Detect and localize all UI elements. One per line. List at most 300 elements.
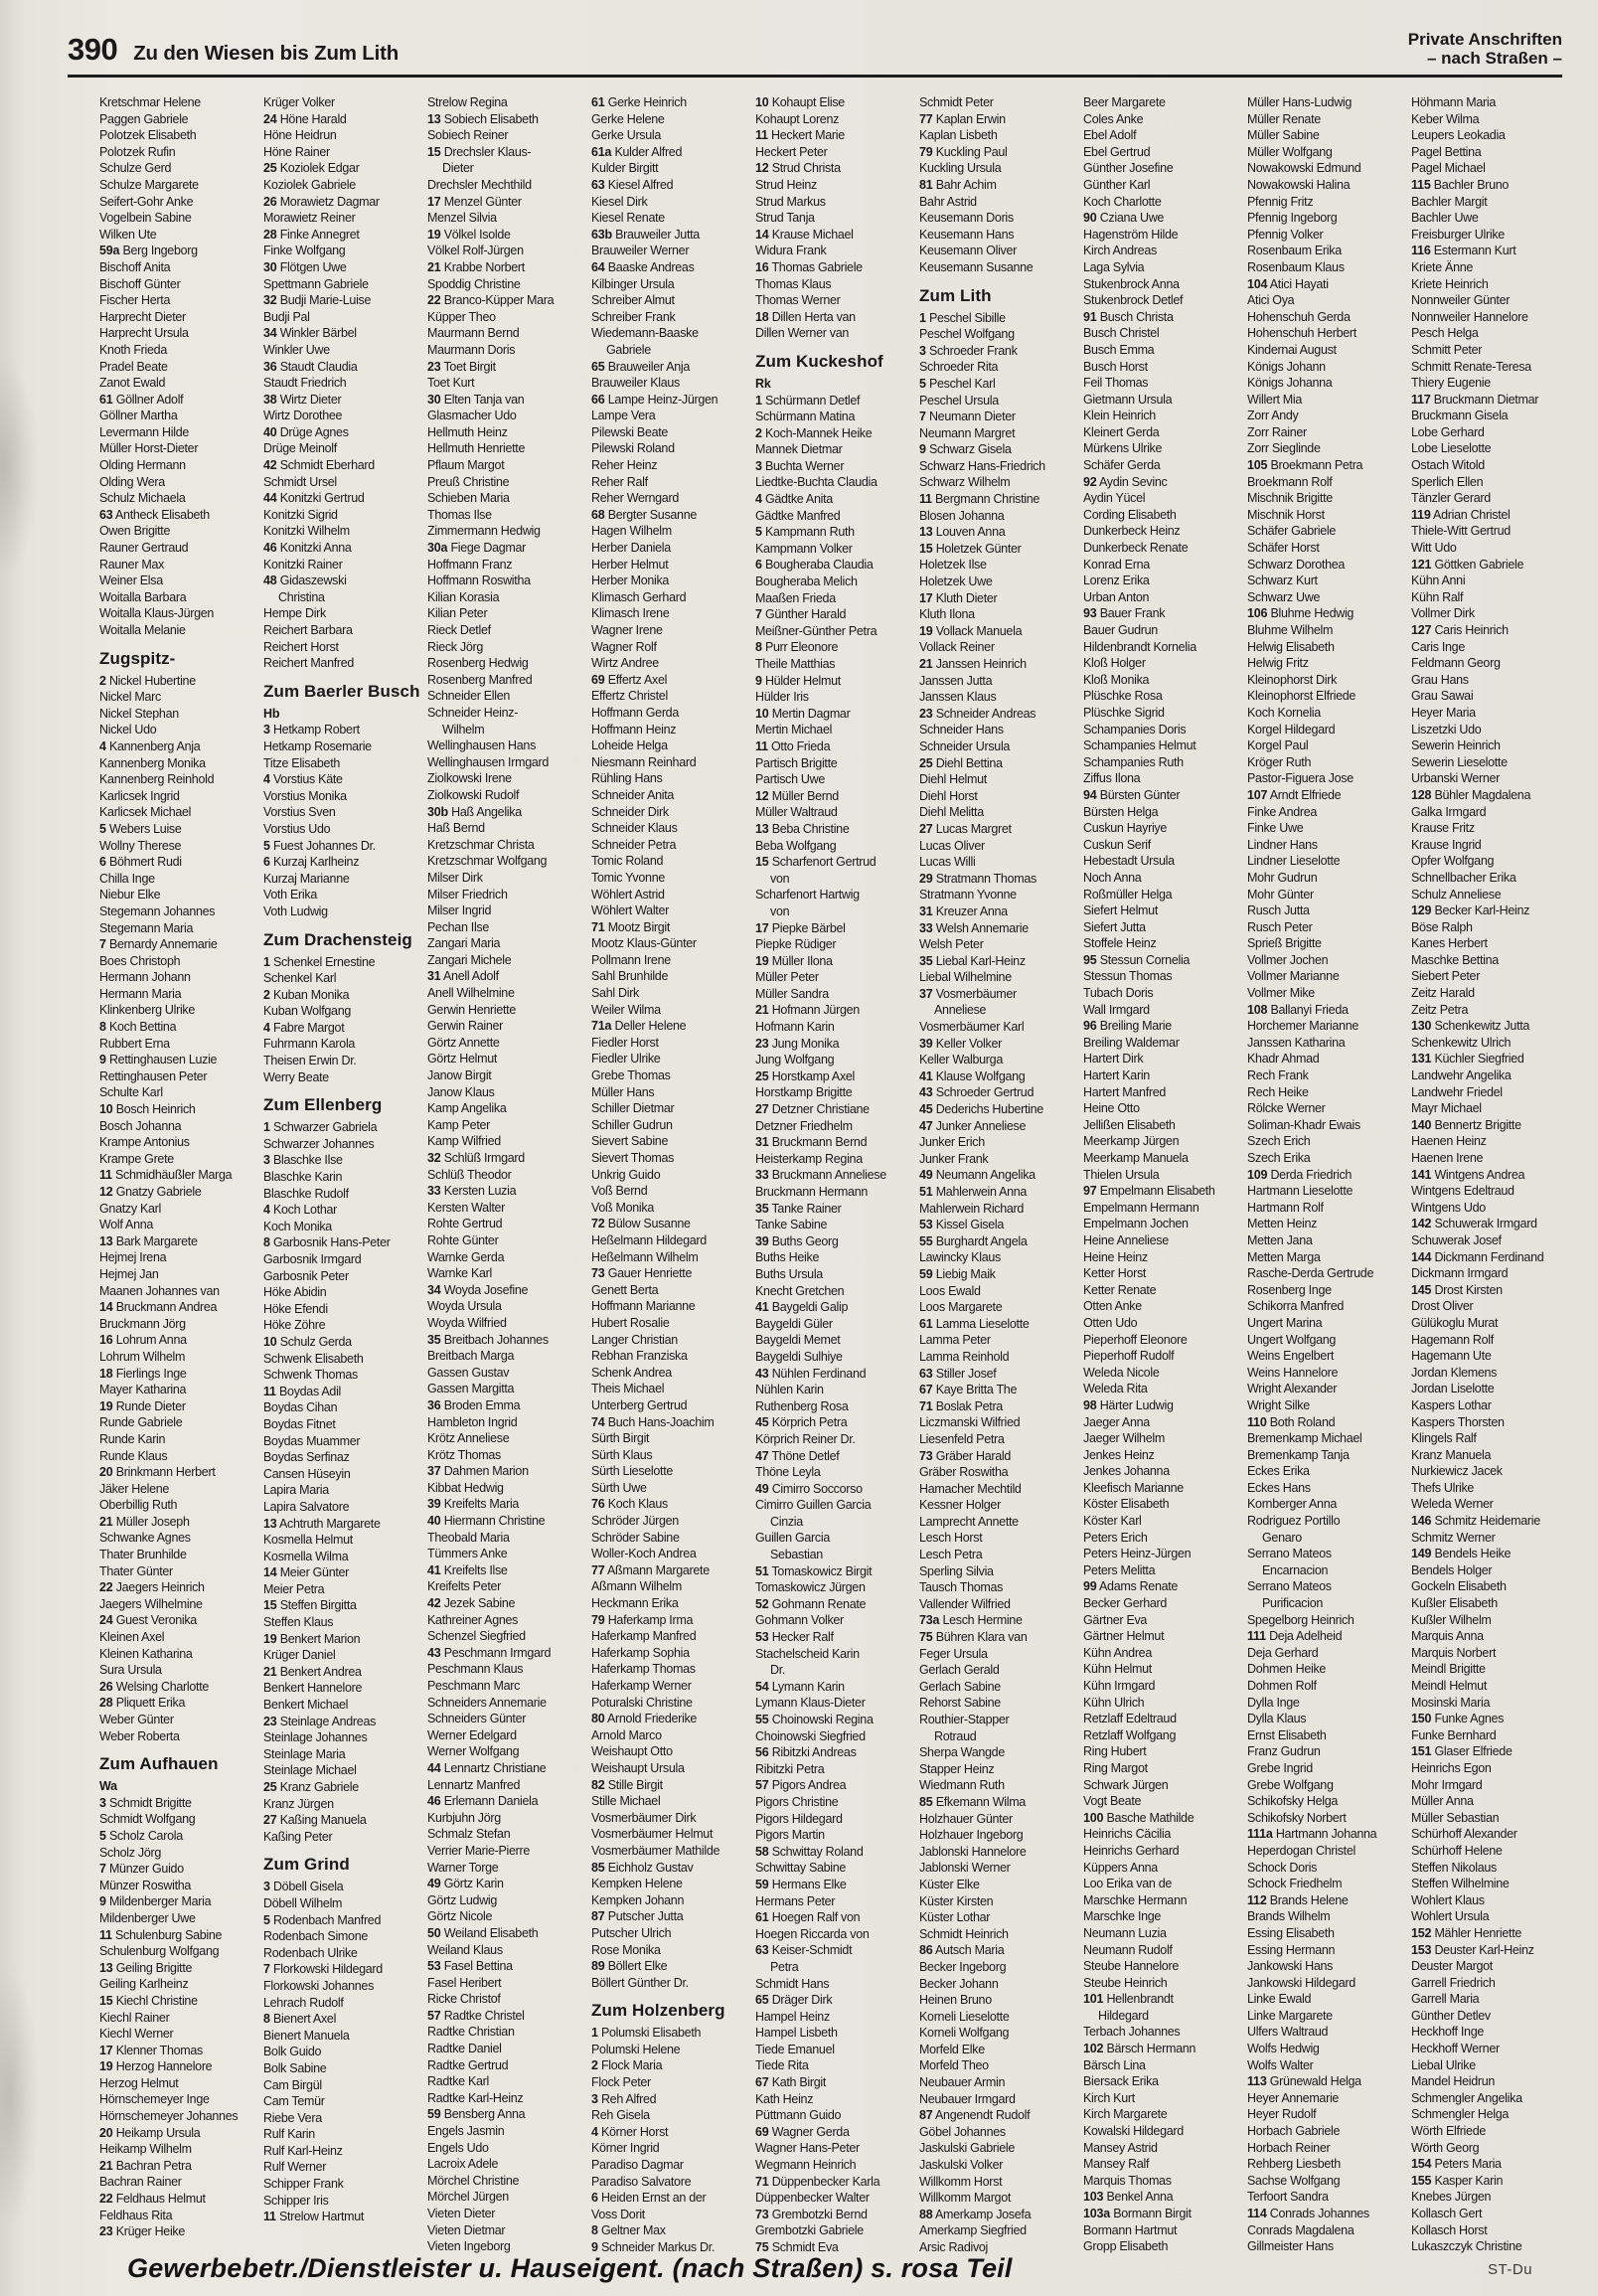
directory-entry: Theis Michael <box>591 1382 665 1396</box>
directory-entry: Mischnik Brigitte <box>1247 491 1333 506</box>
directory-entry: 26 Welsing Charlotte <box>99 1679 210 1694</box>
directory-entry: Schäfer Gerda <box>1083 458 1161 473</box>
directory-entry: Harprecht Dieter <box>99 309 186 324</box>
directory-entry: 11 Otto Frieda <box>755 738 831 753</box>
directory-entry: Stille Michael <box>591 1794 661 1809</box>
directory-entry: 34 Woyda Josefine <box>427 1282 529 1297</box>
directory-entry: Holetzek Ilse <box>919 558 987 573</box>
directory-entry: Kannenberg Reinhold <box>99 772 215 787</box>
directory-entry: Engels Udo <box>427 2140 489 2155</box>
directory-entry: Wintgens Edeltraud <box>1411 1184 1515 1199</box>
directory-entry: Müller Horst-Dieter <box>99 441 199 456</box>
directory-entry: Rieck Jörg <box>427 639 484 654</box>
directory-entry: 92 Aydin Sevinc <box>1083 474 1168 489</box>
directory-entry: Hartert Dirk <box>1083 1052 1144 1066</box>
directory-entry: Pradel Beate <box>99 359 168 374</box>
directory-entry: Vogelbein Sabine <box>99 211 192 226</box>
directory-entry: 41 Kreifelts Ilse <box>427 1562 508 1577</box>
directory-entry: Empelmann Hermann <box>1083 1200 1199 1215</box>
directory-entry: Scharfenort Hartwig <box>755 888 860 902</box>
directory-entry: Koziolek Gabriele <box>263 177 356 192</box>
directory-entry: Kriete Änne <box>1411 259 1474 274</box>
directory-entry: Rodriguez Portillo <box>1247 1514 1341 1529</box>
directory-entry: 6 Böhmert Rudi <box>99 855 182 870</box>
directory-entry: 36 Staudt Claudia <box>263 359 358 374</box>
directory-entry: Liesenfeld Petra <box>919 1431 1005 1446</box>
directory-entry: Kranz Jürgen <box>263 1796 334 1811</box>
directory-entry: 63b Brauweiler Jutta <box>591 227 700 242</box>
directory-entry: Sachse Wolfgang <box>1247 2173 1341 2188</box>
directory-entry: Bischoff Günter <box>99 276 181 291</box>
directory-entry: Weleda Nicole <box>1083 1365 1160 1380</box>
directory-entry: 141 Wintgens Andrea <box>1411 1167 1525 1182</box>
directory-entry: Stegemann Johannes <box>99 903 216 918</box>
directory-entry: 152 Mähler Henriette <box>1411 1925 1522 1940</box>
directory-entry: Heisterkamp Regina <box>755 1151 863 1166</box>
directory-entry: 11 Boydas Adil <box>263 1384 342 1398</box>
directory-entry: Sperlich Ellen <box>1411 474 1484 489</box>
section-subtitle: – nach Straßen – <box>1426 49 1562 68</box>
directory-entry: Rosenbaum Klaus <box>1247 259 1345 274</box>
directory-entry: Mahlerwein Richard <box>919 1201 1025 1216</box>
directory-entry: Keusemann Oliver <box>919 244 1018 258</box>
directory-entry: 73a Lesch Hermine <box>919 1613 1023 1628</box>
directory-entry: 32 Budji Marie-Luise <box>263 293 372 308</box>
directory-entry: 79 Kuckling Paul <box>919 144 1008 159</box>
directory-entry: Hejmej Irena <box>99 1250 167 1265</box>
directory-entry: Kleinen Katharina <box>99 1646 193 1661</box>
directory-entry: Serrano Mateos <box>1247 1547 1332 1561</box>
directory-entry: 9 Hülder Helmut <box>755 673 841 688</box>
directory-entry: Sürth Lieselotte <box>591 1464 674 1479</box>
directory-entry: Meindl Brigitte <box>1411 1662 1486 1677</box>
directory-entry: 19 Völkel Isolde <box>427 227 511 242</box>
street-section-header: Zugspitz- <box>99 648 176 668</box>
directory-entry: Hartmann Lieselotte <box>1247 1184 1354 1199</box>
directory-entry: 102 Bärsch Hermann <box>1083 2042 1197 2056</box>
directory-entry: Körprich Reiner Dr. <box>755 1431 856 1446</box>
directory-entry: Engels Jasmin <box>427 2124 505 2139</box>
directory-entry: 149 Bendels Heike <box>1411 1547 1512 1561</box>
directory-entry: 46 Erlemann Daniela <box>427 1794 539 1809</box>
directory-column-3 <box>427 94 578 2255</box>
directory-entry: 119 Adrian Christel <box>1411 507 1511 522</box>
directory-entry: 4 Koch Lothar <box>263 1203 338 1218</box>
directory-entry: Jaskulski Volker <box>919 2158 1004 2173</box>
directory-entry: Reichert Horst <box>263 639 339 654</box>
directory-entry: 42 Schmidt Eberhard <box>263 458 375 473</box>
directory-entry: Kleinen Axel <box>99 1630 165 1645</box>
directory-entry: Otten Udo <box>1083 1315 1138 1330</box>
directory-entry: Woyda Ursula <box>427 1299 502 1314</box>
directory-entry: 101 Hellenbrandt <box>1083 1992 1174 2007</box>
directory-entry: Kleinophorst Elfriede <box>1247 689 1357 704</box>
directory-entry: Kollasch Horst <box>1411 2222 1488 2237</box>
directory-entry: Kloß Monika <box>1083 672 1150 687</box>
directory-entry: 71a Deller Helene <box>591 1019 687 1034</box>
directory-entry: Heckhoff Inge <box>1411 2025 1485 2040</box>
directory-entry: Bruckmann Hermann <box>755 1185 869 1199</box>
directory-entry: Sobiech Reiner <box>427 128 509 143</box>
directory-entry: Keusemann Susanne <box>919 259 1034 274</box>
directory-entry: Kersten Walter <box>427 1200 506 1215</box>
directory-entry: Voth Ludwig <box>263 903 328 918</box>
directory-entry: Schenkel Karl <box>263 971 337 986</box>
directory-entry: Morawietz Reiner <box>263 211 356 226</box>
directory-entry: 121 Göttken Gabriele <box>1411 557 1524 572</box>
directory-column-2 <box>263 94 420 2225</box>
directory-entry: Steinlage Michael <box>263 1763 357 1778</box>
directory-entry: Kathreiner Agnes <box>427 1612 519 1627</box>
directory-entry: Thomas Werner <box>755 293 841 308</box>
directory-entry: Wagner Rolf <box>591 639 657 654</box>
directory-entry: 117 Bruckmann Dietmar <box>1411 392 1539 407</box>
directory-entry: Partisch Uwe <box>755 772 826 787</box>
directory-entry: Willkomm Horst <box>919 2174 1003 2189</box>
directory-entry: 65 Brauweiler Anja <box>591 359 691 374</box>
directory-entry: Lobe Gerhard <box>1411 424 1485 439</box>
directory-entry: Stapper Heinz <box>919 1761 995 1776</box>
directory-entry: 94 Bürsten Günter <box>1083 787 1181 802</box>
directory-entry: Leupers Leokadia <box>1411 128 1506 143</box>
directory-entry: 8 Garbosnik Hans-Peter <box>263 1235 391 1250</box>
directory-entry: Hagemann Ute <box>1411 1349 1492 1364</box>
directory-entry: Klimasch Irene <box>591 606 670 621</box>
directory-entry: Bärsch Lina <box>1083 2057 1146 2072</box>
directory-entry: Breiling Waldemar <box>1083 1035 1180 1050</box>
directory-entry: Keusemann Hans <box>919 227 1015 242</box>
directory-entry: 23 Steinlage Andreas <box>263 1714 377 1728</box>
directory-entry: Reichert Manfred <box>263 656 355 671</box>
street-section-header: Zum Aufhauen <box>99 1754 219 1774</box>
directory-entry: Tomaskowicz Jürgen <box>755 1580 866 1595</box>
directory-entry: 19 Runde Dieter <box>99 1398 186 1413</box>
directory-entry: Marquis Thomas <box>1083 2173 1172 2188</box>
directory-entry: 44 Lennartz Christiane <box>427 1760 547 1775</box>
directory-entry-continuation: Gabriele <box>606 342 651 357</box>
directory-entry: 95 Stessun Cornelia <box>1083 952 1191 967</box>
directory-entry: Rosenberg Inge <box>1247 1282 1332 1297</box>
directory-entry: Kußler Elisabeth <box>1411 1596 1498 1611</box>
directory-entry: Hofmann Karin <box>755 1020 835 1035</box>
directory-entry: Stukenbrock Detlef <box>1083 293 1184 308</box>
directory-entry: Voss Dorit <box>591 2207 645 2221</box>
directory-entry: Küpper Theo <box>427 309 496 324</box>
directory-entry: Kühn Ulrich <box>1083 1695 1145 1710</box>
directory-entry: Krause Fritz <box>1411 821 1475 836</box>
directory-entry: Schneider Petra <box>591 837 677 852</box>
directory-entry: Diehl Horst <box>919 788 978 803</box>
directory-entry: Runde Gabriele <box>99 1415 183 1430</box>
directory-entry: 36 Broden Emma <box>427 1397 521 1412</box>
directory-entry: Rodenbach Simone <box>263 1929 368 1944</box>
directory-entry: Küppers Anna <box>1083 1860 1158 1875</box>
directory-entry: Ostach Witold <box>1411 458 1485 473</box>
directory-entry: Jankowski Hans <box>1247 1959 1334 1974</box>
directory-entry: Mürkens Ulrike <box>1083 441 1163 456</box>
directory-entry: Noch Anna <box>1083 870 1142 885</box>
directory-entry: Bremenkamp Tanja <box>1247 1447 1350 1462</box>
directory-entry: Müller Sandra <box>755 986 829 1001</box>
directory-entry: Marquis Anna <box>1411 1629 1484 1644</box>
directory-entry: 1 Schenkel Ernestine <box>263 954 376 969</box>
directory-entry: Hartert Manfred <box>1083 1084 1167 1099</box>
directory-entry-continuation: Sebastian <box>770 1548 823 1562</box>
directory-entry: Blosen Johanna <box>919 508 1005 523</box>
directory-entry: 21 Bachran Petra <box>99 2158 192 2173</box>
footer-note: Gewerbebetr./Dienstleister u. Hauseigent. (nach Straßen) s. rosa Teil <box>127 2253 1013 2283</box>
directory-entry: Ketter Renate <box>1083 1282 1157 1297</box>
directory-entry: 5 Kampmann Ruth <box>755 525 855 540</box>
directory-entry: 40 Hiermann Christine <box>427 1514 546 1529</box>
directory-entry: Schieben Maria <box>427 491 510 506</box>
directory-entry: Geiling Karlheinz <box>99 1977 189 1992</box>
directory-entry: 75 Bühren Klara van <box>919 1630 1028 1645</box>
directory-entry: 22 Branco-Küpper Mara <box>427 293 555 308</box>
directory-entry: 47 Thöne Detlef <box>755 1448 840 1463</box>
directory-entry: Runde Karin <box>99 1431 166 1446</box>
directory-entry: 103a Bormann Birgit <box>1083 2207 1192 2220</box>
directory-entry: Holetzek Uwe <box>919 574 993 589</box>
directory-entry: Vorstius Monika <box>263 788 347 803</box>
directory-entry: Wollny Therese <box>99 838 182 853</box>
directory-entry: Gropp Elisabeth <box>1083 2239 1169 2254</box>
directory-entry-continuation: von <box>770 903 790 918</box>
directory-entry: Schipper Frank <box>263 2177 344 2192</box>
directory-entry: Brands Wilhelm <box>1247 1909 1331 1924</box>
directory-entry: Vogt Beate <box>1083 1794 1142 1809</box>
directory-entry: Peters Erich <box>1083 1530 1148 1545</box>
directory-entry: 61a Kulder Alfred <box>591 144 683 159</box>
directory-entry: 37 Vosmerbäumer <box>919 986 1017 1001</box>
directory-entry: Busch Emma <box>1083 342 1155 357</box>
directory-entry: Müller Waltraud <box>755 805 838 820</box>
directory-entry: Kosmella Helmut <box>263 1533 353 1548</box>
directory-entry: Funke Bernhard <box>1411 1727 1497 1742</box>
directory-entry: Ruthenberg Rosa <box>755 1398 849 1413</box>
directory-entry: Urbanski Werner <box>1411 771 1501 786</box>
directory-entry: Wagner Irene <box>591 623 663 637</box>
directory-entry: Janow Klaus <box>427 1084 495 1099</box>
directory-entry: Fiedler Ulrike <box>591 1052 661 1066</box>
directory-entry: Jellißen Elisabeth <box>1083 1117 1176 1132</box>
directory-entry: Rech Heike <box>1247 1084 1309 1099</box>
street-section-header: Zum Lith <box>919 285 992 305</box>
directory-entry: Woitalla Barbara <box>99 589 187 604</box>
directory-entry: Zorr Rainer <box>1247 424 1307 439</box>
directory-entry: Warner Torge <box>427 1860 499 1875</box>
directory-entry: Pesch Helga <box>1411 326 1479 341</box>
directory-entry: Hampel Lisbeth <box>755 2026 838 2041</box>
directory-entry: 23 Schneider Andreas <box>919 706 1037 721</box>
directory-entry: Serrano Mateos <box>1247 1579 1332 1594</box>
directory-entry: Radtke Daniel <box>427 2042 502 2056</box>
directory-entry: Schreiber Frank <box>591 309 676 324</box>
directory-entry: Höhmann Maria <box>1411 95 1497 109</box>
directory-entry: Rieck Detlef <box>427 623 491 637</box>
directory-entry: Schneider Ellen <box>427 689 511 704</box>
directory-entry: 64 Baaske Andreas <box>591 259 695 274</box>
directory-entry: Opfer Wolfgang <box>1411 854 1495 869</box>
directory-entry: Terfoort Sandra <box>1247 2190 1329 2205</box>
directory-entry: Aydin Yücel <box>1083 491 1146 506</box>
directory-entry: Terbach Johannes <box>1083 2025 1181 2040</box>
directory-entry: 3 Hetkamp Robert <box>263 723 360 738</box>
directory-entry: Konitzki Rainer <box>263 557 343 572</box>
directory-entry: Kiesel Dirk <box>591 194 648 209</box>
directory-entry-continuation: Encarnacion <box>1262 1562 1329 1577</box>
directory-entry: Breitbach Marga <box>427 1349 515 1364</box>
directory-entry: Vosmerbäumer Karl <box>919 1020 1025 1035</box>
directory-entry: Lamprecht Annette <box>919 1514 1019 1529</box>
directory-entry: 48 Gidaszewski <box>263 574 347 588</box>
directory-entry: Mildenberger Uwe <box>99 1910 196 1925</box>
directory-entry: Hörnschemeyer Johannes <box>99 2109 239 2124</box>
directory-entry: Heine Anneliese <box>1083 1232 1169 1247</box>
directory-entry: 17 Kluth Dieter <box>919 590 998 605</box>
directory-entry: 38 Wirtz Dieter <box>263 392 342 407</box>
directory-entry: Hoegen Riccarda von <box>755 1926 870 1941</box>
directory-entry: 31 Anell Adolf <box>427 969 499 984</box>
directory-entry: 130 Schenkewitz Jutta <box>1411 1019 1530 1034</box>
directory-entry: Kirch Margarete <box>1083 2107 1168 2122</box>
directory-entry: 7 Florkowski Hildegard <box>263 1962 383 1977</box>
directory-entry: Heinrichs Gerhard <box>1083 1843 1180 1858</box>
directory-entry: Marschke Hermann <box>1083 1892 1188 1907</box>
directory-entry: Lymann Klaus-Dieter <box>755 1696 866 1711</box>
directory-entry: Hohenschuh Gerda <box>1247 309 1351 324</box>
directory-entry: Schnellbacher Erika <box>1411 870 1517 885</box>
directory-entry: Bendels Holger <box>1411 1562 1493 1577</box>
directory-entry: Seifert-Gohr Anke <box>99 194 194 209</box>
directory-entry: Kaspers Lothar <box>1411 1397 1492 1412</box>
directory-entry: Sievert Thomas <box>591 1151 675 1165</box>
directory-entry: Hempe Dirk <box>263 606 326 621</box>
directory-entry: 59 Bensberg Anna <box>427 2107 526 2122</box>
directory-entry: Arsic Radivoj <box>919 2240 989 2254</box>
directory-entry: Jäker Helene <box>99 1481 170 1496</box>
directory-entry: Pfennig Volker <box>1247 227 1324 242</box>
directory-entry: Nowakowski Halina <box>1247 177 1351 192</box>
directory-entry: Baygeldi Güler <box>755 1316 833 1331</box>
directory-entry: Fischer Herta <box>99 293 171 308</box>
directory-column-9 <box>1411 94 1562 2255</box>
directory-entry: Pieperhoff Rudolf <box>1083 1349 1175 1364</box>
directory-entry: Morfeld Elke <box>919 2042 985 2056</box>
directory-entry: Bougheraba Melich <box>755 574 858 589</box>
street-section-header: Zum Ellenberg <box>263 1095 383 1115</box>
directory-entry: Vieten Dieter <box>427 2207 496 2220</box>
directory-entry: Dylla Klaus <box>1247 1712 1307 1726</box>
directory-entry: Kaspers Thorsten <box>1411 1414 1505 1429</box>
directory-entry: 73 Grembotzki Bernd <box>755 2207 868 2221</box>
directory-entry: Lacroix Adele <box>427 2157 499 2172</box>
directory-entry: Plüschke Sigrid <box>1083 705 1165 720</box>
directory-entry: Rulf Karin <box>263 2127 315 2142</box>
directory-entry: 43 Peschmann Irmgard <box>427 1645 552 1660</box>
directory-entry: 79 Haferkamp Irma <box>591 1612 694 1627</box>
district-code: Wa <box>99 1779 117 1794</box>
directory-entry: Müller Wolfgang <box>1247 144 1333 159</box>
directory-entry: Bahr Astrid <box>919 194 977 209</box>
directory-entry: Willkomm Margot <box>919 2191 1012 2206</box>
directory-entry: 5 Scholz Carola <box>99 1828 183 1843</box>
directory-entry: Piepke Rüdiger <box>755 937 837 952</box>
directory-entry: Conrads Magdalena <box>1247 2222 1355 2237</box>
directory-entry: Thater Brunhilde <box>99 1548 187 1562</box>
directory-entry: Gülükoglu Murat <box>1411 1315 1499 1330</box>
directory-entry: Grau Hans <box>1411 672 1469 687</box>
directory-entry: Hildenbrandt Kornelia <box>1083 639 1197 654</box>
district-code: Rk <box>755 376 771 391</box>
directory-entry: Schikorra Manfred <box>1247 1299 1345 1314</box>
directory-entry: Schwarz Hans-Friedrich <box>919 458 1045 473</box>
directory-entry: Busch Christel <box>1083 326 1160 341</box>
directory-entry: Kindernai August <box>1247 342 1337 357</box>
directory-entry: Kaplan Lisbeth <box>919 128 998 143</box>
directory-entry: Hagenström Hilde <box>1083 227 1179 242</box>
directory-entry: Galka Irmgard <box>1411 804 1487 819</box>
directory-entry: Woyda Wilfried <box>427 1315 507 1330</box>
directory-entry: Körner Ingrid <box>591 2141 660 2156</box>
directory-entry: Rulf Werner <box>263 2160 327 2175</box>
directory-entry: Lawincky Klaus <box>919 1250 1001 1265</box>
directory-entry: 40 Drüge Agnes <box>263 424 349 439</box>
directory-entry: 33 Kersten Luzia <box>427 1184 517 1199</box>
directory-entry: Diehl Melitta <box>919 805 984 820</box>
directory-entry: Stukenbrock Anna <box>1083 276 1180 291</box>
directory-entry: Günther Josefine <box>1083 161 1174 176</box>
directory-entry: Heinrichs Egon <box>1411 1760 1492 1775</box>
directory-entry: Vallender Wilfried <box>919 1596 1011 1611</box>
directory-entry: Welsh Peter <box>919 937 984 952</box>
directory-entry: Unkrig Guido <box>591 1167 661 1182</box>
street-section-header: Zum Kuckeshof <box>755 351 883 371</box>
directory-entry: Gerlach Gerald <box>919 1663 1000 1678</box>
directory-entry: 11 Schulenburg Sabine <box>99 1927 223 1942</box>
directory-entry: 34 Winkler Bärbel <box>263 326 357 341</box>
directory-entry: Liczmanski Wilfried <box>919 1415 1021 1430</box>
directory-entry: Drüge Meinolf <box>263 441 337 456</box>
directory-entry: 7 Bernardy Annemarie <box>99 937 218 952</box>
directory-entry: Görtz Annette <box>427 1035 500 1050</box>
directory-entry: Rech Frank <box>1247 1068 1309 1083</box>
directory-entry: Paggen Gabriele <box>99 111 189 126</box>
directory-entry: Caris Inge <box>1411 639 1465 654</box>
directory-entry: Finke Uwe <box>1247 821 1304 836</box>
directory-entry: Nickel Udo <box>99 723 157 738</box>
directory-entry: Schmalz Stefan <box>427 1827 511 1842</box>
directory-entry: Jenkes Heinz <box>1083 1447 1155 1462</box>
directory-entry: 53 Hecker Ralf <box>755 1630 834 1645</box>
directory-entry: Grebe Wolfgang <box>1247 1777 1334 1792</box>
directory-entry: Bluhme Wilhelm <box>1247 623 1334 637</box>
directory-entry: Ernst Elisabeth <box>1247 1727 1327 1742</box>
directory-entry: Schuwerak Josef <box>1411 1232 1502 1247</box>
directory-entry: Krampe Antonius <box>99 1135 190 1150</box>
directory-entry: 90 Cziana Uwe <box>1083 211 1165 226</box>
directory-entry: Meindl Helmut <box>1411 1679 1487 1693</box>
directory-entry: Klein Heinrich <box>1083 409 1156 423</box>
directory-entry: Kranz Manuela <box>1411 1447 1492 1462</box>
directory-entry-continuation: Wilhelm <box>442 722 485 737</box>
directory-entry: Mansey Astrid <box>1083 2140 1158 2155</box>
directory-entry: Bremenkamp Michael <box>1247 1431 1362 1446</box>
directory-entry: 41 Klause Wolfgang <box>919 1068 1026 1083</box>
directory-entry: Reher Werngard <box>591 491 679 506</box>
directory-entry: 8 Koch Bettina <box>99 1020 177 1035</box>
directory-entry: Mayer Katharina <box>99 1383 187 1397</box>
